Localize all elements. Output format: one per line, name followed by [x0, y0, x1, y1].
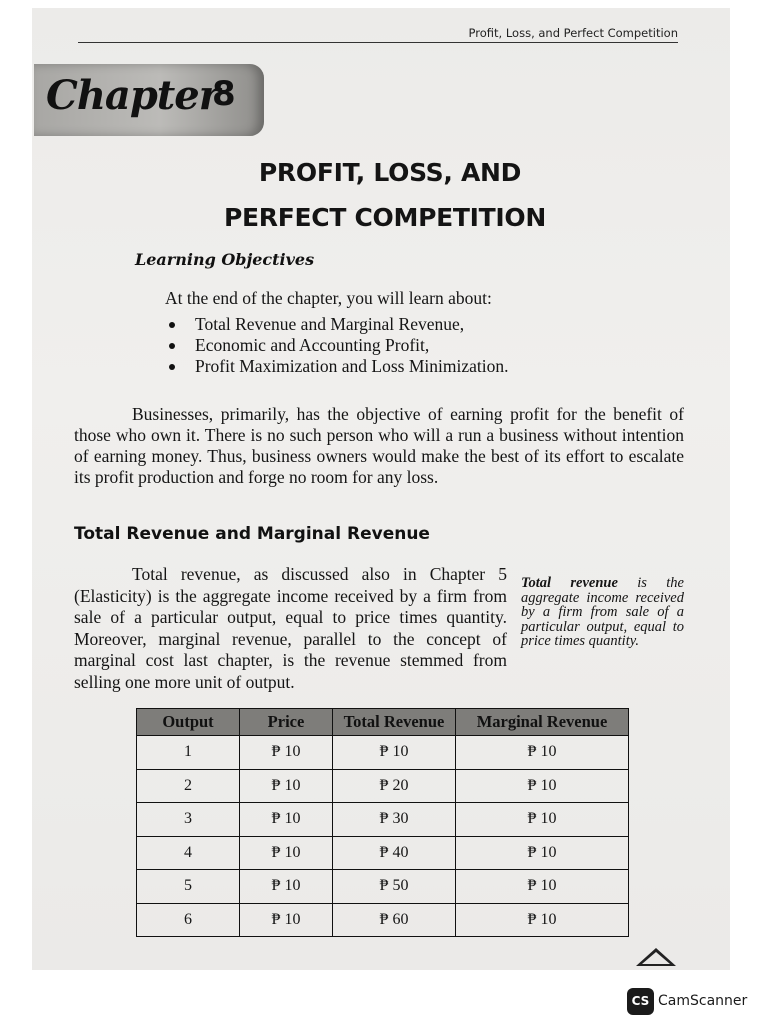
table-cell: ₱ 10	[456, 903, 629, 937]
table-cell: 2	[137, 769, 240, 803]
table-cell: ₱ 10	[456, 803, 629, 837]
table-cell: ₱ 10	[240, 870, 333, 904]
table-cell: ₱ 10	[456, 870, 629, 904]
table-row	[137, 803, 629, 837]
intro-paragraph	[74, 404, 684, 488]
chapter-title-line-2: PERFECT COMPETITION	[224, 203, 546, 232]
revenue-table	[136, 708, 629, 937]
table-cell: ₱ 40	[333, 836, 456, 870]
table-cell: ₱ 10	[240, 769, 333, 803]
section-paragraph	[74, 564, 507, 693]
table-cell: ₱ 10	[456, 836, 629, 870]
column-header: Output	[137, 709, 240, 736]
objective-item: Economic and Accounting Profit,	[165, 335, 509, 356]
table-cell: 5	[137, 870, 240, 904]
table-cell: 1	[137, 736, 240, 770]
section-heading: Total Revenue and Marginal Revenue	[74, 524, 430, 544]
objective-item: Profit Maximization and Loss Minimization.	[165, 356, 509, 377]
chapter-number: 8	[212, 74, 236, 114]
page-number-mark	[636, 948, 676, 966]
table-cell: ₱ 10	[456, 769, 629, 803]
table-cell: ₱ 10	[333, 736, 456, 770]
objectives-intro: At the end of the chapter, you will learn about:	[165, 288, 492, 308]
learning-objectives-heading: Learning Objectives	[135, 250, 315, 269]
table-cell: 3	[137, 803, 240, 837]
chapter-label: Chapter	[46, 72, 219, 119]
intro-paragraph-text: Businesses, primarily, has the objective of earning profit for the benefit of those who own it. There is no such person who will a run a business without intention of earning money. Thus, business owners would make the best of its effort to escalate its profit production and forge no room for any loss.	[74, 404, 684, 487]
table-cell: ₱ 10	[240, 736, 333, 770]
table-cell: ₱ 10	[240, 803, 333, 837]
table-cell: ₱ 50	[333, 870, 456, 904]
table-cell: ₱ 60	[333, 903, 456, 937]
table-cell: ₱ 10	[240, 836, 333, 870]
table-row	[137, 836, 629, 870]
table-cell: 4	[137, 836, 240, 870]
running-header: Profit, Loss, and Perfect Competition	[78, 26, 678, 43]
objective-item: Total Revenue and Marginal Revenue,	[165, 314, 509, 335]
table-row	[137, 903, 629, 937]
table-cell: ₱ 10	[240, 903, 333, 937]
camscanner-logo: CS	[627, 988, 654, 1015]
definition-term: Total revenue	[521, 575, 618, 591]
chapter-title-line-1: PROFIT, LOSS, AND	[258, 158, 522, 187]
table-cell: ₱ 30	[333, 803, 456, 837]
column-header: Marginal Revenue	[456, 709, 629, 736]
objectives-list	[165, 314, 509, 377]
section-paragraph-text: Total revenue, as discussed also in Chapter 5 (Elasticity) is the aggregate income received by a firm from sale of a particular output, equal to price times quantity. Moreover, marginal revenue, parallel to the concept of marginal cost last chapter, is the revenue stemmed from selling one more unit of output.	[74, 564, 507, 692]
table-row	[137, 870, 629, 904]
table-cell: ₱ 20	[333, 769, 456, 803]
table-cell: 6	[137, 903, 240, 937]
table-row	[137, 736, 629, 770]
table-cell: ₱ 10	[456, 736, 629, 770]
definition-text: is the aggregate income received by a firm from sale of a particular output, equal to price times quantity.	[521, 575, 684, 649]
column-header: Price	[240, 709, 333, 736]
column-header: Total Revenue	[333, 709, 456, 736]
table-row	[137, 769, 629, 803]
margin-definition	[521, 576, 684, 649]
table-header-row	[137, 709, 629, 736]
camscanner-watermark: CamScanner	[658, 993, 748, 1009]
